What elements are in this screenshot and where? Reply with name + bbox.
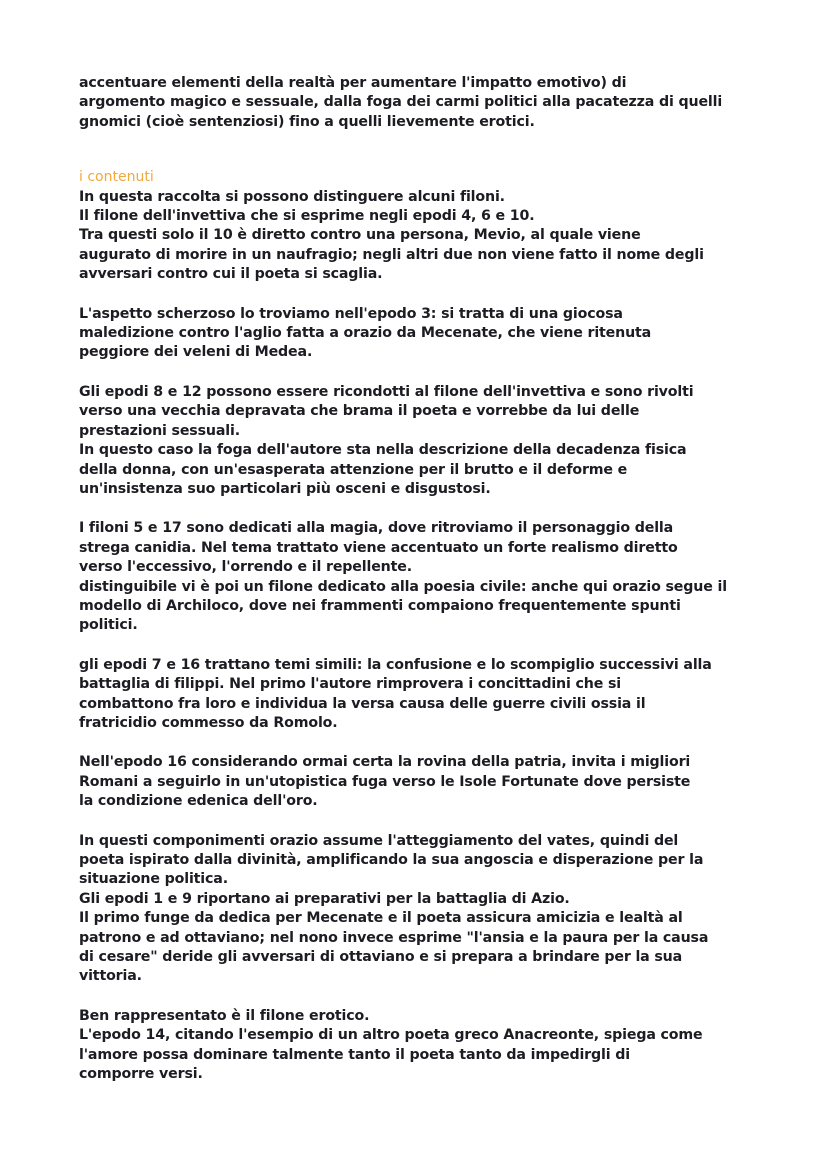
text-line: Gli epodi 8 e 12 possono essere ricondotti al filone dell'invettiva e sono rivolti bbox=[79, 383, 694, 400]
text-line: Gli epodi 1 e 9 riportano ai preparativi per la battaglia di Azio. bbox=[79, 890, 570, 907]
section-heading: i contenuti bbox=[79, 169, 154, 186]
text-line: patrono e ad ottaviano; nel nono invece esprime "l'ansia e la paura per la causa bbox=[79, 929, 709, 946]
text-line: la condizione edenica dell'oro. bbox=[79, 793, 318, 810]
text-line: Nell'epodo 16 considerando ormai certa la rovina della patria, invita i migliori bbox=[79, 754, 691, 771]
text-line: prestazioni sessuali. bbox=[79, 422, 240, 439]
paragraph-epodo-16 bbox=[79, 753, 749, 811]
text-line: vittoria. bbox=[79, 968, 142, 985]
text-line: Romani a seguirlo in un'utopistica fuga verso le Isole Fortunate dove persiste bbox=[79, 773, 691, 790]
text-line: di cesare" deride gli avversari di ottaviano e si prepara a brindare per la sua bbox=[79, 949, 683, 966]
text-line: In questo caso la foga dell'autore sta nella descrizione della decadenza fisica bbox=[79, 442, 687, 459]
text-line: Tra questi solo il 10 è diretto contro una persona, Mevio, al quale viene bbox=[79, 227, 641, 244]
text-line: avversari contro cui il poeta si scaglia. bbox=[79, 266, 383, 283]
paragraph-filippi bbox=[79, 656, 749, 734]
text-line: distinguibile vi è poi un filone dedicato alla poesia civile: anche qui orazio segue il bbox=[79, 578, 727, 595]
paragraph-invettiva bbox=[79, 188, 749, 285]
paragraph-magia bbox=[79, 519, 749, 635]
text-line: gli epodi 7 e 16 trattano temi simili: la confusione e lo scompiglio successivi alla bbox=[79, 656, 712, 673]
paragraph-vates bbox=[79, 832, 749, 987]
text-line: In questa raccolta si possono distinguere alcuni filoni. bbox=[79, 188, 505, 205]
text-line: Il primo funge da dedica per Mecenate e il poeta assicura amicizia e lealtà al bbox=[79, 910, 683, 927]
text-line: accentuare elementi della realtà per aumentare l'impatto emotivo) di bbox=[79, 75, 627, 91]
text-line: augurato di morire in un naufragio; negli altri due non viene fatto il nome degli bbox=[79, 246, 704, 263]
paragraph-erotico bbox=[79, 1007, 749, 1085]
text-line: strega canidia. Nel tema trattato viene accentuato un forte realismo diretto bbox=[79, 539, 678, 556]
text-line: verso una vecchia depravata che brama il poeta e vorrebbe da lui delle bbox=[79, 403, 640, 420]
paragraph-vecchia bbox=[79, 383, 749, 499]
intro-paragraph bbox=[79, 74, 749, 132]
text-line: fratricidio commesso da Romolo. bbox=[79, 714, 338, 731]
text-line: situazione politica. bbox=[79, 871, 228, 888]
document-page bbox=[79, 74, 749, 1084]
text-line: comporre versi. bbox=[79, 1066, 203, 1083]
text-line: I filoni 5 e 17 sono dedicati alla magia, dove ritroviamo il personaggio della bbox=[79, 520, 674, 537]
text-line: peggiore dei veleni di Medea. bbox=[79, 344, 313, 361]
text-line: combattono fra loro e individua la versa causa delle guerre civili ossia il bbox=[79, 695, 646, 712]
text-line: Il filone dell'invettiva che si esprime negli epodi 4, 6 e 10. bbox=[79, 208, 535, 225]
text-line: L'epodo 14, citando l'esempio di un altro poeta greco Anacreonte, spiega come bbox=[79, 1027, 703, 1044]
text-line: In questi componimenti orazio assume l'atteggiamento del vates, quindi del bbox=[79, 832, 679, 849]
text-line: L'aspetto scherzoso lo troviamo nell'epodo 3: si tratta di una giocosa bbox=[79, 305, 623, 322]
text-line: gnomici (cioè sentenziosi) fino a quelli lievemente erotici. bbox=[79, 113, 535, 130]
text-line: Ben rappresentato è il filone erotico. bbox=[79, 1007, 370, 1024]
text-line: poeta ispirato dalla divinità, amplificando la sua angoscia e disperazione per la bbox=[79, 852, 704, 868]
text-line: battaglia di filippi. Nel primo l'autore rimprovera i concittadini che si bbox=[79, 676, 621, 693]
text-line: argomento magico e sessuale, dalla foga dei carmi politici alla pacatezza di quelli bbox=[79, 94, 723, 111]
text-line: l'amore possa dominare talmente tanto il poeta tanto da impedirgli di bbox=[79, 1046, 630, 1063]
text-line: maledizione contro l'aglio fatta a orazio da Mecenate, che viene ritenuta bbox=[79, 325, 652, 342]
paragraph-scherzoso bbox=[79, 305, 749, 363]
text-line: un'insistenza suo particolari più osceni e disgustosi. bbox=[79, 480, 491, 497]
text-line: della donna, con un'esasperata attenzione per il brutto e il deforme e bbox=[79, 461, 628, 478]
text-line: politici. bbox=[79, 617, 138, 634]
text-line: verso l'eccessivo, l'orrendo e il repellente. bbox=[79, 559, 412, 576]
text-line: modello di Archiloco, dove nei frammenti compaiono frequentemente spunti bbox=[79, 597, 681, 614]
